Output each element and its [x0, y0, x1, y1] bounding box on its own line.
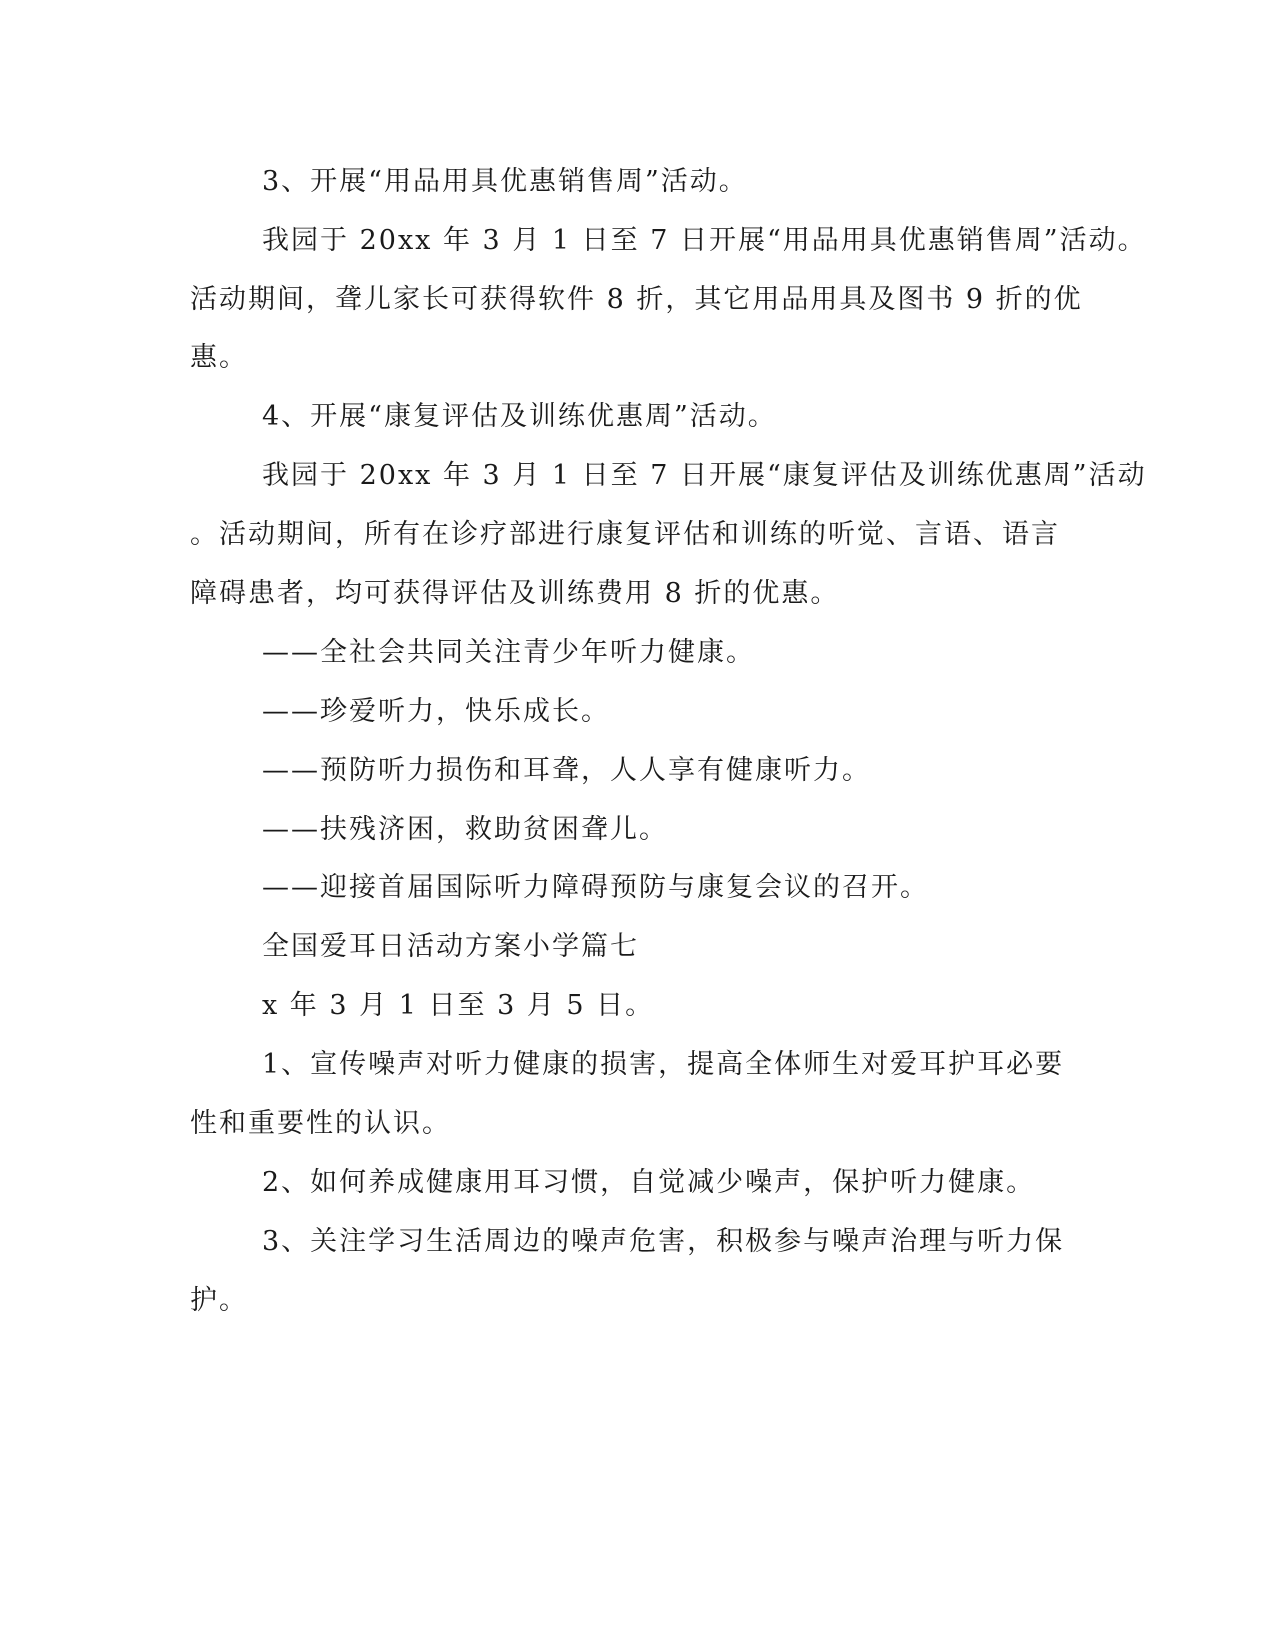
text-line: 4、开展“康复评估及训练优惠周”活动。: [262, 401, 777, 432]
text-line: x 年 3 月 1 日至 3 月 5 日。: [262, 990, 655, 1021]
text-line: 我园于 20xx 年 3 月 1 日至 7 日开展“用品用具优惠销售周”活动。: [262, 225, 1147, 256]
text-line: 1、宣传噪声对听力健康的损害，提高全体师生对爱耳护耳必要: [262, 1049, 1065, 1080]
slogan-line: ——珍爱听力，快乐成长。: [262, 696, 610, 727]
text-line: 护。: [190, 1285, 248, 1316]
text-line: 3、关注学习生活周边的噪声危害，积极参与噪声治理与听力保: [262, 1226, 1065, 1257]
section-heading: 全国爱耳日活动方案小学篇七: [262, 931, 639, 962]
slogan-line: ——扶残济困，救助贫困聋儿。: [262, 814, 668, 845]
text-line: 惠。: [190, 342, 248, 373]
slogan-line: ——全社会共同关注青少年听力健康。: [262, 637, 755, 668]
text-line: 。活动期间，所有在诊疗部进行康复评估和训练的听觉、言语、语言: [190, 519, 1060, 550]
text-line: 活动期间，聋儿家长可获得软件 8 折，其它用品用具及图书 9 折的优: [190, 284, 1083, 315]
slogan-line: ——预防听力损伤和耳聋，人人享有健康听力。: [262, 755, 871, 786]
text-line: 性和重要性的认识。: [190, 1108, 451, 1139]
text-line: 我园于 20xx 年 3 月 1 日至 7 日开展“康复评估及训练优惠周”活动: [262, 460, 1147, 491]
text-line: 2、如何养成健康用耳习惯，自觉减少噪声，保护听力健康。: [262, 1167, 1036, 1198]
slogan-line: ——迎接首届国际听力障碍预防与康复会议的召开。: [262, 872, 929, 903]
text-line: 障碍患者，均可获得评估及训练费用 8 折的优惠。: [190, 578, 840, 609]
text-line: 3、开展“用品用具优惠销售周”活动。: [262, 166, 748, 197]
